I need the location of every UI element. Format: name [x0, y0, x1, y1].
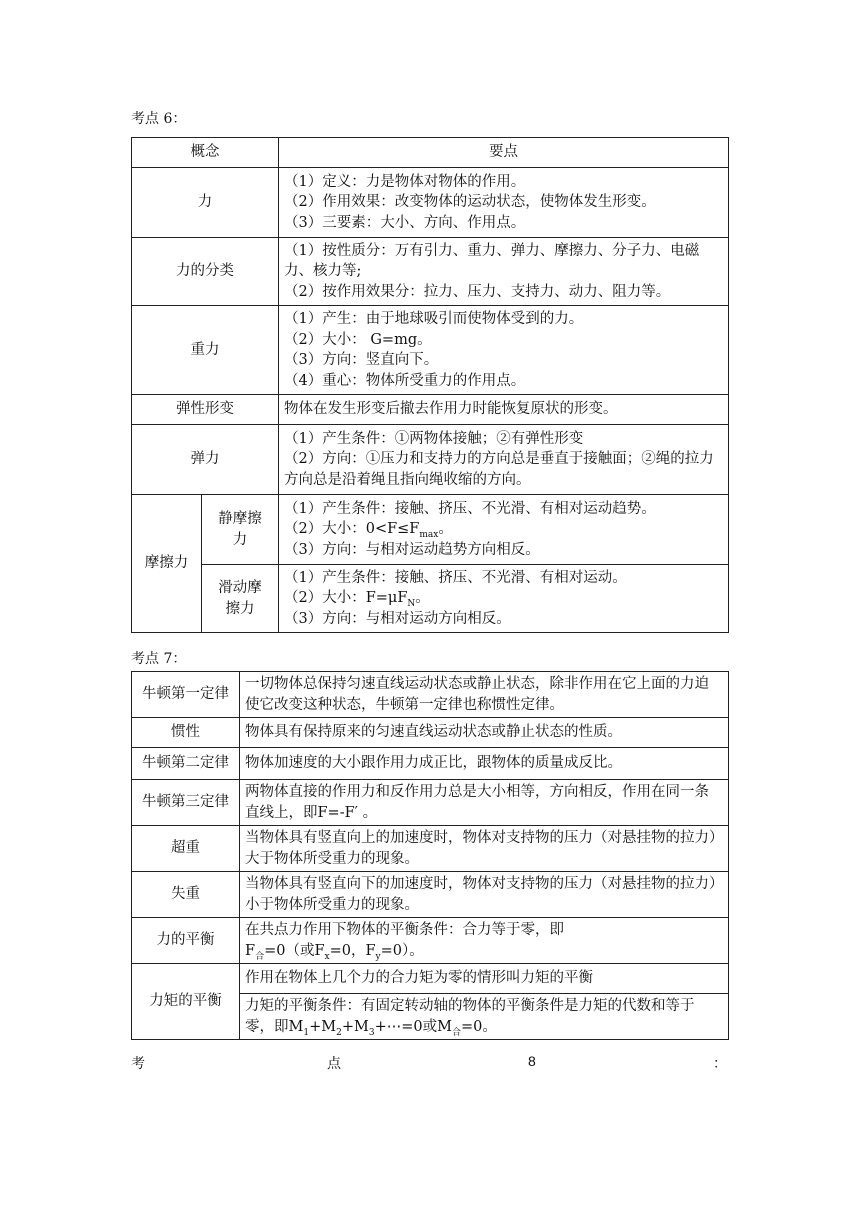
points-cell: （1）产生条件：①两物体接触；②有弹性形变 （2）方向：①压力和支持力的方向总是垂直于接触面；②绳的拉力方向总是沿着绳且指向绳收缩的方向。 [279, 425, 729, 495]
points-cell: （1）定义：力是物体对物体的作用。 （2）作用效果：改变物体的运动状态，使物体发生形变。 （3）三要素：大小、方向、作用点。 [279, 168, 729, 238]
concept-cell: 力的平衡 [132, 918, 240, 964]
concept-cell: 牛顿第三定律 [132, 780, 240, 826]
concept-cell: 牛顿第一定律 [132, 672, 240, 718]
table-row [132, 964, 729, 994]
table-row [132, 395, 729, 425]
concept-cell: 惯性 [132, 718, 240, 748]
table-row [132, 672, 729, 718]
points-cell: （1）产生条件：接触、挤压、不光滑、有相对运动。 （2）大小：$F=\mu F_N$。 （3）方向：与相对运动方向相反。 [279, 565, 729, 633]
table-row [132, 425, 729, 495]
concept-cell: 牛顿第二定律 [132, 748, 240, 780]
concept-cell: 重力 [132, 306, 279, 395]
section-6-label: 考点 6： [131, 111, 187, 127]
table-row [132, 238, 729, 306]
footer-char: 考 [131, 1056, 145, 1072]
table-row [132, 918, 729, 964]
section-7-label: 考点 7： [131, 651, 187, 667]
concept-cell-friction: 摩擦力 [132, 495, 202, 633]
table-row [132, 718, 729, 748]
points-cell: （1）按性质分：万有引力、重力、弹力、摩擦力、分子力、电磁力、核力等; （2）按作用效果分：拉力、压力、支持力、动力、阻力等。 [279, 238, 729, 306]
table-row [132, 748, 729, 780]
points-cell: （1）产生：由于地球吸引而使物体受到的力。 （2）大小： G=mg。 （3）方向：竖直向下。 （4）重心：物体所受重力的作用点。 [279, 306, 729, 395]
table-row [132, 826, 729, 872]
table-row [132, 780, 729, 826]
text-cell: 作用在物体上几个力的合力矩为零的情形叫力矩的平衡 [240, 964, 729, 994]
section-7-table [131, 671, 729, 1040]
table-row [132, 306, 729, 395]
table-header-row [132, 138, 729, 168]
table-row [132, 565, 729, 633]
text-cell: 物体具有保持原来的匀速直线运动状态或静止状态的性质。 [240, 718, 729, 748]
text-cell: 两物体直接的作用力和反作用力总是大小相等，方向相反，作用在同一条直线上，即F=-F′ 。 [240, 780, 729, 826]
header-points: 要点 [279, 138, 729, 168]
subconcept-cell: 滑动摩擦力 [202, 565, 279, 633]
concept-cell: 弹性形变 [132, 395, 279, 425]
points-cell: （1）产生条件：接触、挤压、不光滑、有相对运动趋势。 （2）大小：$0<F\le F_{max}$。 （3）方向：与相对运动趋势方向相反。 [279, 495, 729, 565]
table-row [132, 872, 729, 918]
header-concept: 概念 [132, 138, 279, 168]
footer-char: 8 [528, 1053, 536, 1069]
footer-char: ： [713, 1056, 727, 1072]
text-cell: 一切物体总保持匀速直线运动状态或静止状态，除非作用在它上面的力迫使它改变这种状态，牛顿第一定律也称惯性定律。 [240, 672, 729, 718]
footer-char: 点 [327, 1056, 341, 1072]
section-6-table [131, 137, 729, 633]
text-cell: 物体加速度的大小跟作用力成正比，跟物体的质量成反比。 [240, 748, 729, 780]
text-cell: 当物体具有竖直向上的加速度时，物体对支持物的压力（对悬挂物的拉力）大于物体所受重力的现象。 [240, 826, 729, 872]
text-cell: 在共点力作用下物体的平衡条件：合力等于零，即 $F_合=0$（或$F_x=0$，$F_y=0$）。 [240, 918, 729, 964]
points-cell: 物体在发生形变后撤去作用力时能恢复原状的形变。 [279, 395, 729, 425]
concept-cell: 力矩的平衡 [132, 964, 240, 1040]
table-row [132, 168, 729, 238]
text-cell: 当物体具有竖直向下的加速度时，物体对支持物的压力（对悬挂物的拉力）小于物体所受重力的现象。 [240, 872, 729, 918]
concept-cell: 弹力 [132, 425, 279, 495]
table-row [132, 495, 729, 565]
concept-cell: 超重 [132, 826, 240, 872]
text-cell: 力矩的平衡条件：有固定转动轴的物体的平衡条件是力矩的代数和等于零，即$M_1+M_2+M_3+\cdots=0$或$M_合=0$。 [240, 994, 729, 1040]
concept-cell: 力 [132, 168, 279, 238]
concept-cell: 力的分类 [132, 238, 279, 306]
subconcept-cell: 静摩擦力 [202, 495, 279, 565]
concept-cell: 失重 [132, 872, 240, 918]
